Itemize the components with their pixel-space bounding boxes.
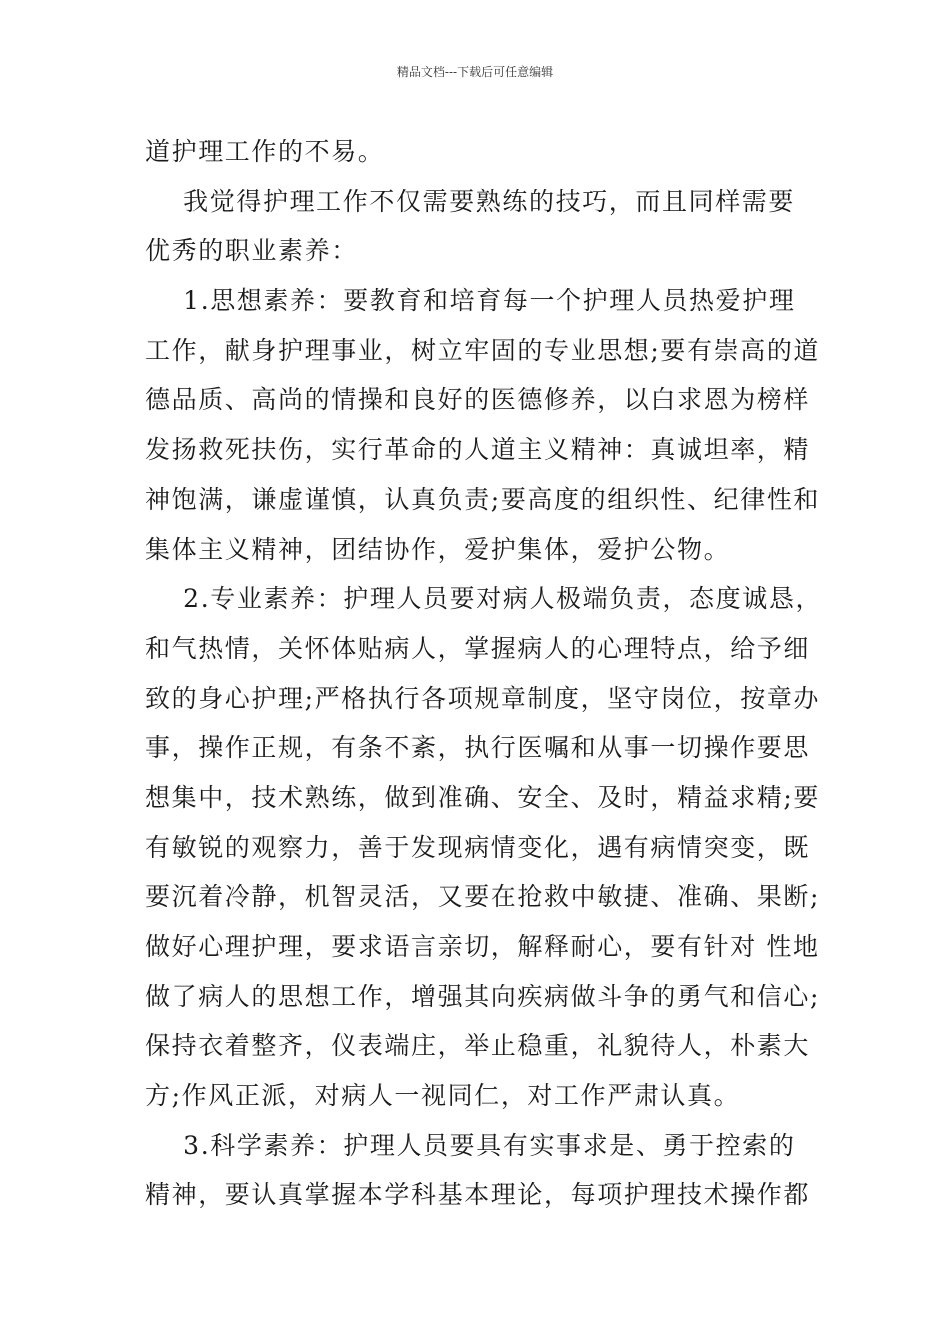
text-line: 做了病人的思想工作，增强其向疾病做斗争的勇气和信心; bbox=[145, 981, 821, 1011]
text-line: 德品质、高尚的情操和良好的医德修养，以白求恩为榜样 bbox=[145, 385, 811, 415]
text-line: 保持衣着整齐，仪表端庄，举止稳重，礼貌待人，朴素大 bbox=[145, 1031, 811, 1061]
text-line: 事，操作正规，有条不紊，执行医嘱和从事一切操作要思 bbox=[145, 733, 811, 763]
text-line: 神饱满，谦虚谨慎，认真负责;要高度的组织性、纪律性和 bbox=[145, 484, 821, 514]
page-header: 精品文档---下载后可任意编辑 bbox=[396, 65, 554, 79]
text-line: 方;作风正派，对病人一视同仁，对工作严肃认真。 bbox=[145, 1081, 741, 1111]
text-line: 发扬救死扶伤，实行革命的人道主义精神：真诚坦率，精 bbox=[145, 435, 811, 465]
text-line: 想集中，技术熟练，做到准确、安全、及时，精益求精;要 bbox=[145, 782, 821, 812]
text-line: 精神，要认真掌握本学科基本理论，每项护理技术操作都 bbox=[145, 1180, 811, 1210]
text-line: 要沉着冷静，机智灵活，又要在抢救中敏捷、准确、果断; bbox=[145, 882, 821, 912]
text-line: 和气热情，关怀体贴病人，掌握病人的心理特点，给予细 bbox=[145, 633, 811, 663]
text-line: 工作，献身护理事业，树立牢固的专业思想;要有崇高的道 bbox=[145, 335, 821, 365]
text-line: 道护理工作的不易。 bbox=[145, 137, 385, 166]
text-line: 2.专业素养：护理人员要对病人极端负责，态度诚恳， bbox=[145, 584, 823, 614]
text-line: 优秀的职业素养： bbox=[145, 236, 358, 266]
text-line: 我觉得护理工作不仅需要熟练的技巧，而且同样需要 bbox=[145, 186, 795, 216]
text-line: 有敏锐的观察力，善于发现病情变化，遇有病情突变，既 bbox=[145, 832, 811, 862]
text-line: 1.思想素养：要教育和培育每一个护理人员热爱护理 bbox=[145, 286, 796, 316]
document-body bbox=[145, 127, 823, 1220]
text-line: 3.科学素养：护理人员要具有实事求是、勇于控索的 bbox=[145, 1130, 796, 1160]
text-line: 做好心理护理，要求语言亲切，解释耐心，要有针对 性地 bbox=[145, 932, 820, 961]
text-line: 集体主义精神，团结协作，爱护集体，爱护公物。 bbox=[145, 534, 731, 564]
text-line: 致的身心护理;严格执行各项规章制度，坚守岗位，按章办 bbox=[145, 683, 821, 713]
